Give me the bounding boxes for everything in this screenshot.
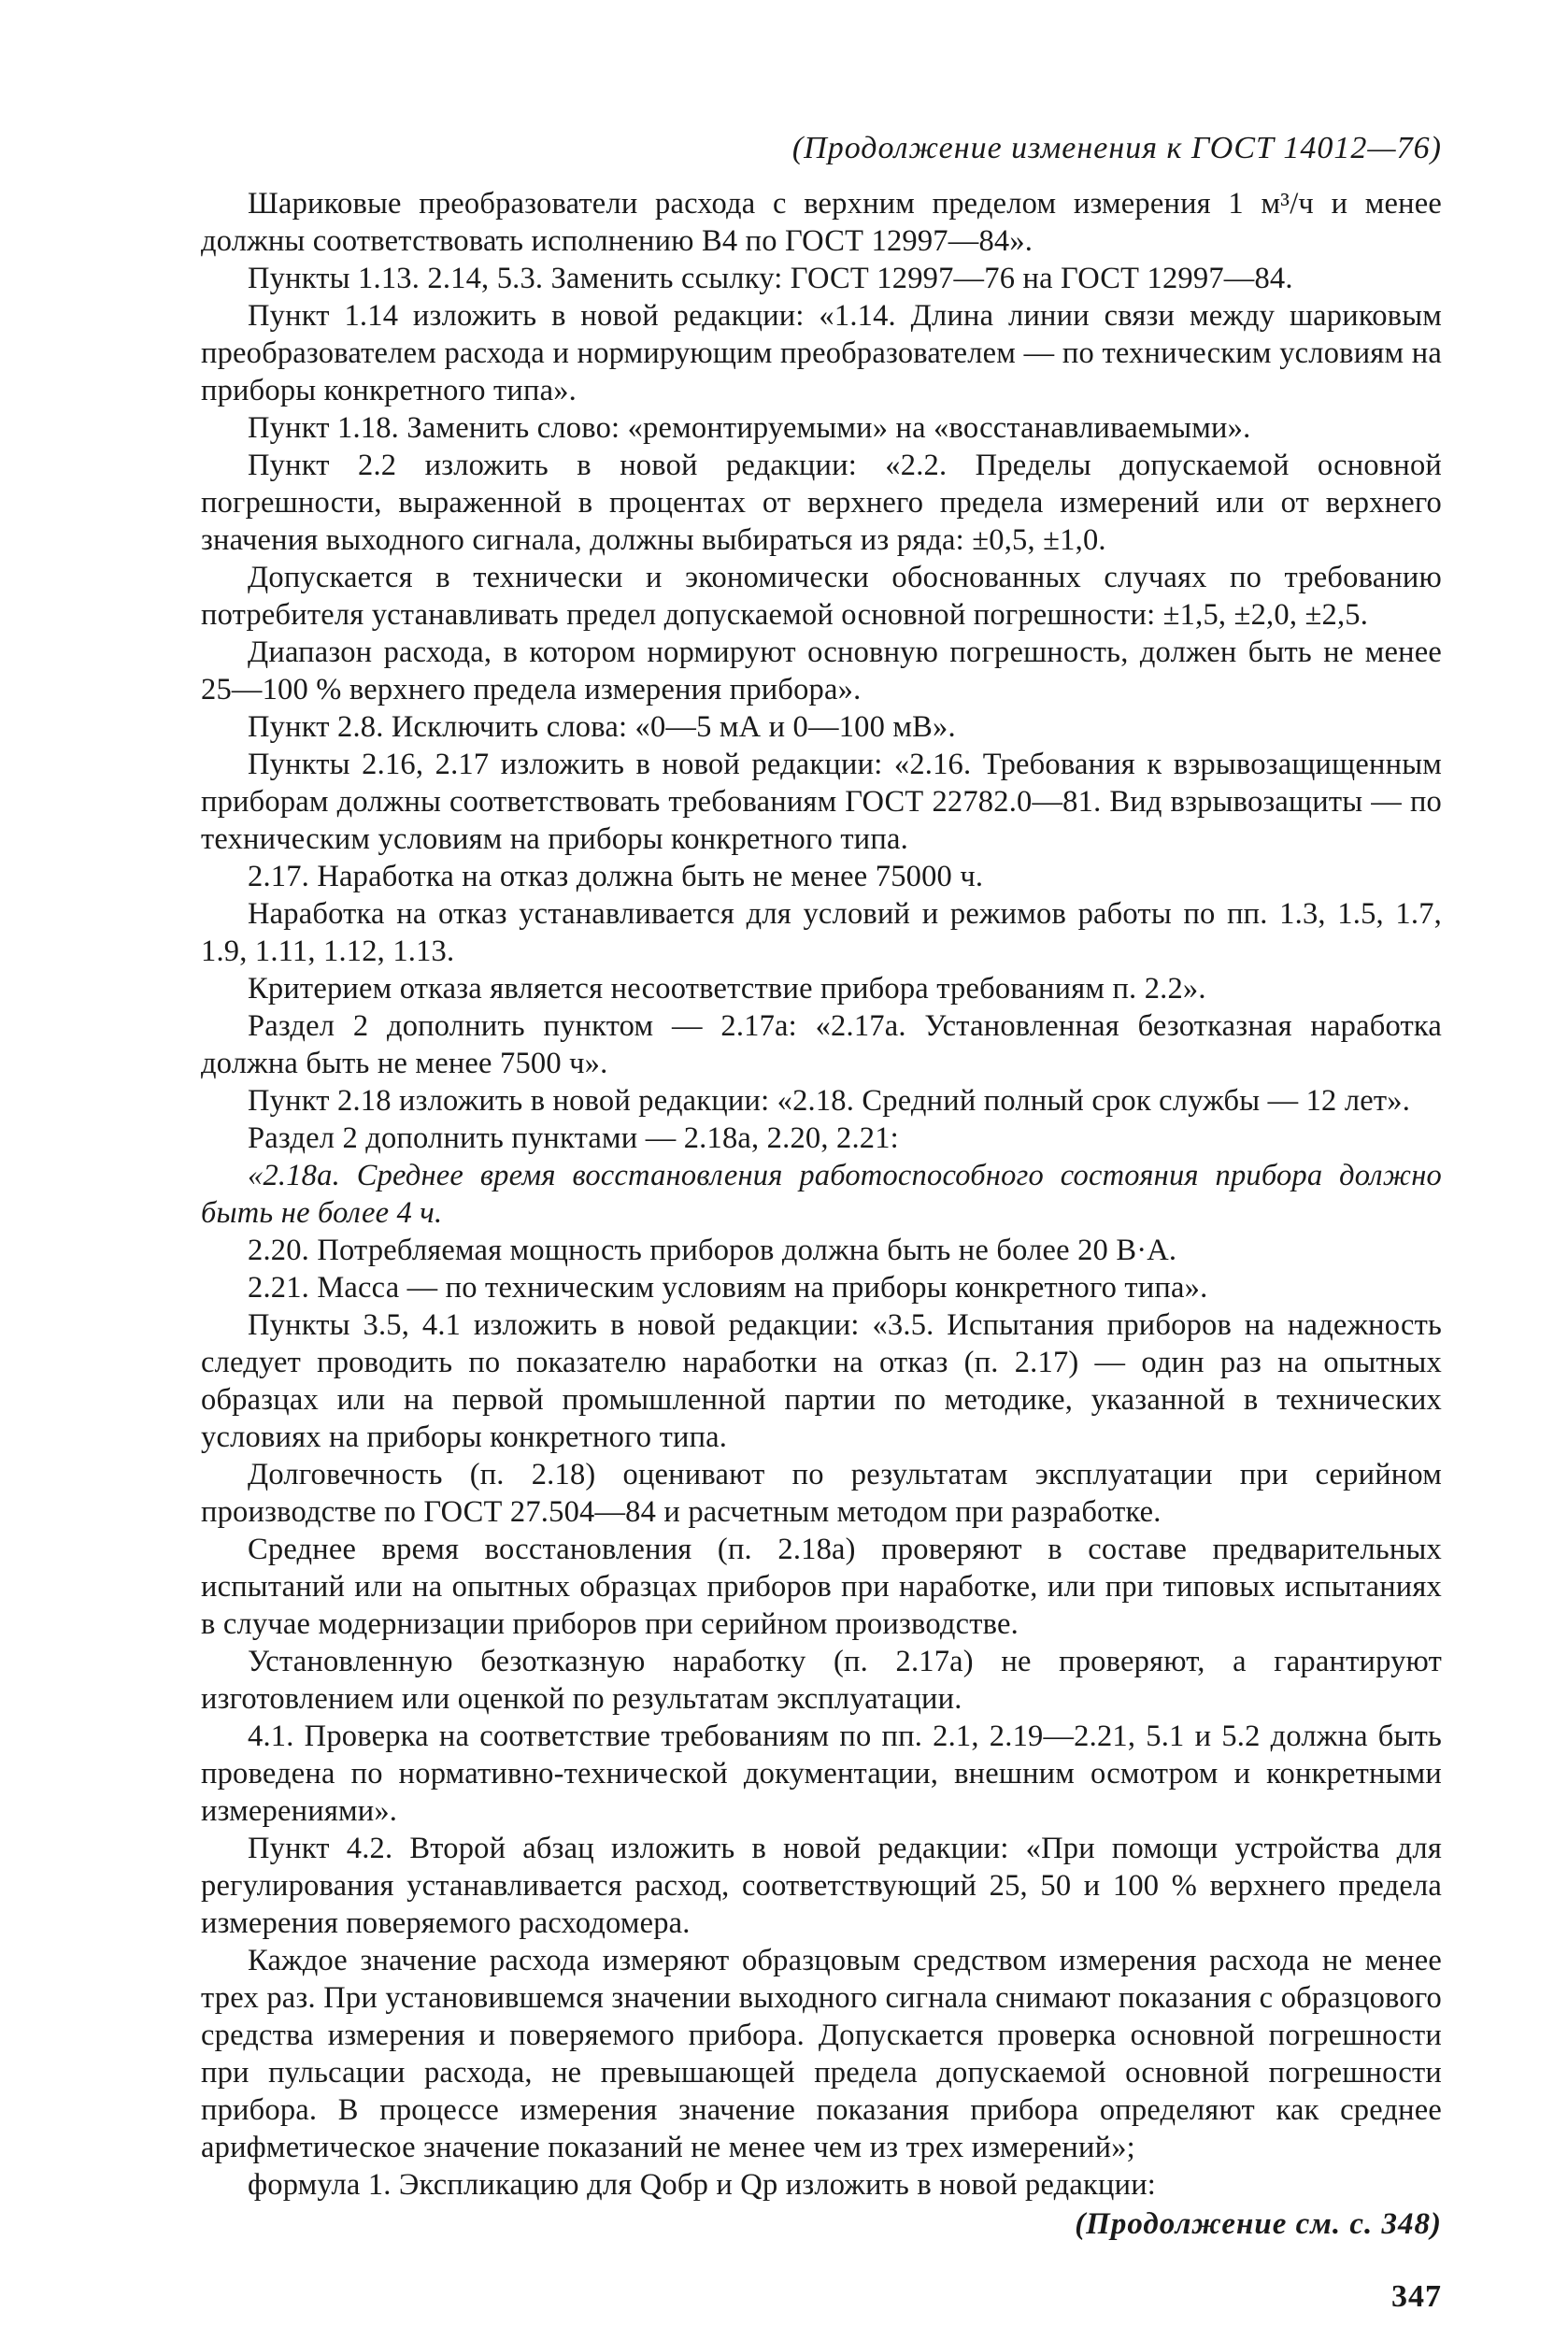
paragraph: Пункт 1.14 изложить в новой редакции: «1.14. Длина линии связи между шариковым преобразователем расхода и нормирующим преобразователем — по техническим условиям на приборы конкретного типа».	[201, 299, 1442, 407]
paragraph: Наработка на отказ устанавливается для условий и режимов работы по пп. 1.3, 1.5, 1.7, 1.9, 1.11, 1.12, 1.13.	[201, 897, 1442, 968]
paragraph: 2.20. Потребляемая мощность приборов должна быть не более 20 В·А.	[248, 1234, 1177, 1267]
paragraph: Диапазон расхода, в котором нормируют основную погрешность, должен быть не менее 25—100 % верхнего предела измерения прибора».	[201, 635, 1442, 706]
paragraph: Критерием отказа является несоответствие прибора требованиям п. 2.2».	[248, 972, 1206, 1006]
paragraph: Раздел 2 дополнить пунктом — 2.17а: «2.17а. Установленная безотказная наработка должна быть не менее 7500 ч».	[201, 1009, 1442, 1080]
paragraph: Пункты 3.5, 4.1 изложить в новой редакции: «3.5. Испытания приборов на надежность следует проводить по показателю наработки на отказ (п. 2.17) — один раз на опытных образцах или на первой промышленной партии по методике, указанной в технических условиях на приборы конкретного типа.	[201, 1308, 1442, 1454]
paragraph: Пункты 2.16, 2.17 изложить в новой редакции: «2.16. Требования к взрывозащищенным приборам должны соответствовать требованиям ГОСТ 22782.0—81. Вид взрывозащиты — по техническим условиям на приборы конкретного типа.	[201, 748, 1442, 856]
document-body	[201, 185, 1442, 2204]
paragraph-italic: «2.18а. Среднее время восстановления работоспособного состояния прибора должно быть не более 4 ч.	[201, 1159, 1442, 1230]
paragraph: 2.21. Масса — по техническим условиям на приборы конкретного типа».	[248, 1271, 1208, 1305]
paragraph: Пункт 2.18 изложить в новой редакции: «2.18. Средний полный срок службы — 12 лет».	[248, 1084, 1411, 1118]
page-number: 347	[1391, 2279, 1442, 2314]
paragraph: Пункт 4.2. Второй абзац изложить в новой редакции: «При помощи устройства для регулирования устанавливается расход, соответствующий 25, 50 и 100 % верхнего предела измерения поверяемого расходомера.	[201, 1832, 1442, 1940]
paragraph: Пункт 1.18. Заменить слово: «ремонтируемыми» на «восстанавливаемыми».	[248, 411, 1251, 445]
paragraph: Среднее время восстановления (п. 2.18а) проверяют в составе предварительных испытаний или на опытных образцах приборов при наработке, или при типовых испытаниях в случае модернизации приборов при серийном производстве.	[201, 1533, 1442, 1641]
paragraph: Пункт 2.2 изложить в новой редакции: «2.2. Пределы допускаемой основной погрешности, выраженной в процентах от верхнего предела измерений или от верхнего значения выходного сигнала, должны выбираться из ряда: ±0,5, ±1,0.	[201, 449, 1442, 557]
paragraph: Каждое значение расхода измеряют образцовым средством измерения расхода не менее трех раз. При установившемся значении выходного сигнала снимают показания с образцового средства измерения и поверяемого прибора. Допускается проверка основной погрешности при пульсации расхода, не превышающей предела допускаемой основной погрешности прибора. В процессе измерения значение показания прибора определяют как среднее арифметическое значение показаний не менее чем из трех измерений»;	[201, 1944, 1442, 2164]
paragraph: Долговечность (п. 2.18) оценивают по результатам эксплуатации при серийном производстве по ГОСТ 27.504—84 и расчетным методом при разработке.	[201, 1458, 1442, 1529]
paragraph: Установленную безотказную наработку (п. 2.17а) не проверяют, а гарантируют изготовлением или оценкой по результатам эксплуатации.	[201, 1645, 1442, 1716]
paragraph: Пункт 2.8. Исключить слова: «0—5 мА и 0—100 мВ».	[248, 710, 956, 744]
paragraph: формула 1. Экспликацию для Qобр и Qр изложить в новой редакции:	[248, 2168, 1157, 2202]
paragraph: Раздел 2 дополнить пунктами — 2.18а, 2.20, 2.21:	[248, 1121, 899, 1155]
continuation-note: (Продолжение см. с. 348)	[1075, 2207, 1442, 2241]
continuation-header: (Продолжение изменения к ГОСТ 14012—76)	[791, 131, 1442, 165]
paragraph: Допускается в технически и экономически обоснованных случаях по требованию потребителя устанавливать предел допускаемой основной погрешности: ±1,5, ±2,0, ±2,5.	[201, 561, 1442, 632]
document-page	[201, 131, 1442, 2315]
paragraph: 4.1. Проверка на соответствие требованиям по пп. 2.1, 2.19—2.21, 5.1 и 5.2 должна быть проведена по нормативно-технической документации, внешним осмотром и конкретными измерениями».	[201, 1719, 1442, 1828]
paragraph: 2.17. Наработка на отказ должна быть не менее 75000 ч.	[248, 860, 984, 893]
paragraph: Пункты 1.13. 2.14, 5.3. Заменить ссылку: ГОСТ 12997—76 на ГОСТ 12997—84.	[248, 262, 1293, 295]
paragraph: Шариковые преобразователи расхода с верхним пределом измерения 1 м³/ч и менее должны соответствовать исполнению В4 по ГОСТ 12997—84».	[201, 187, 1442, 258]
